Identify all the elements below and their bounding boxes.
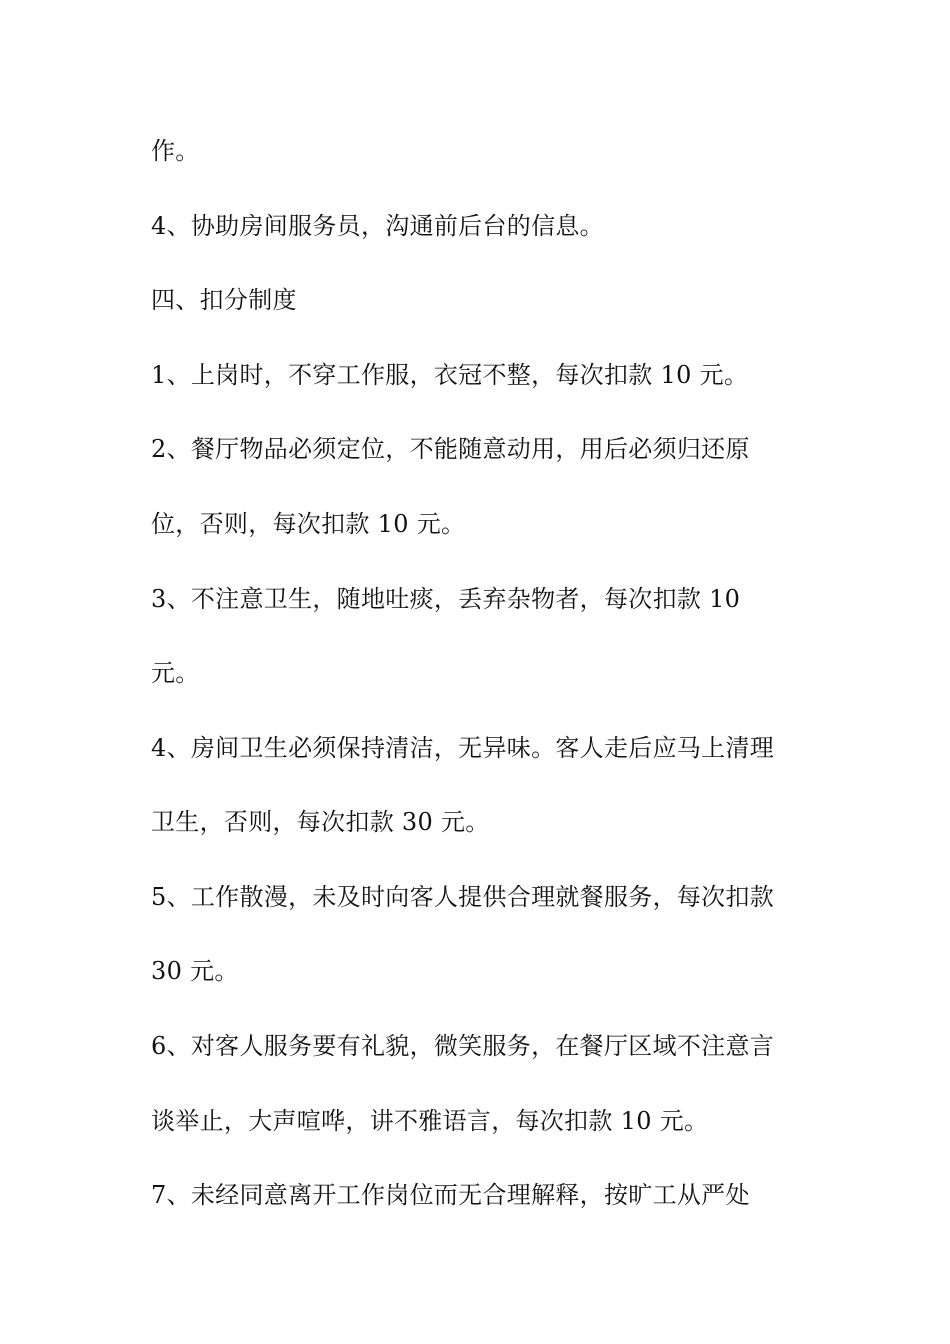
text-line: 作。 (151, 137, 200, 165)
text-line: 30 元。 (151, 957, 239, 985)
text-line: 元。 (151, 659, 200, 687)
text-line: 4、协助房间服务员，沟通前后台的信息。 (151, 212, 604, 240)
text-line: 6、对客人服务要有礼貌，微笑服务，在餐厅区域不注意言 (151, 1032, 775, 1060)
text-line: 1、上岗时，不穿工作服，衣冠不整，每次扣款 10 元。 (151, 361, 749, 389)
text-line: 3、不注意卫生，随地吐痰，丢弃杂物者，每次扣款 10 (151, 585, 741, 613)
text-line: 5、工作散漫，未及时向客人提供合理就餐服务，每次扣款 (151, 883, 775, 911)
section-heading: 四、扣分制度 (151, 286, 297, 314)
text-line: 7、未经同意离开工作岗位而无合理解释，按旷工从严处 (151, 1181, 750, 1209)
text-line: 谈举止，大声喧哗，讲不雅语言，每次扣款 10 元。 (151, 1107, 709, 1135)
text-line: 卫生，否则，每次扣款 30 元。 (151, 808, 490, 836)
text-line: 2、餐厅物品必须定位，不能随意动用，用后必须归还原 (151, 435, 750, 463)
text-line: 位，否则，每次扣款 10 元。 (151, 510, 466, 538)
text-line: 4、房间卫生必须保持清洁，无异味。客人走后应马上清理 (151, 734, 775, 762)
